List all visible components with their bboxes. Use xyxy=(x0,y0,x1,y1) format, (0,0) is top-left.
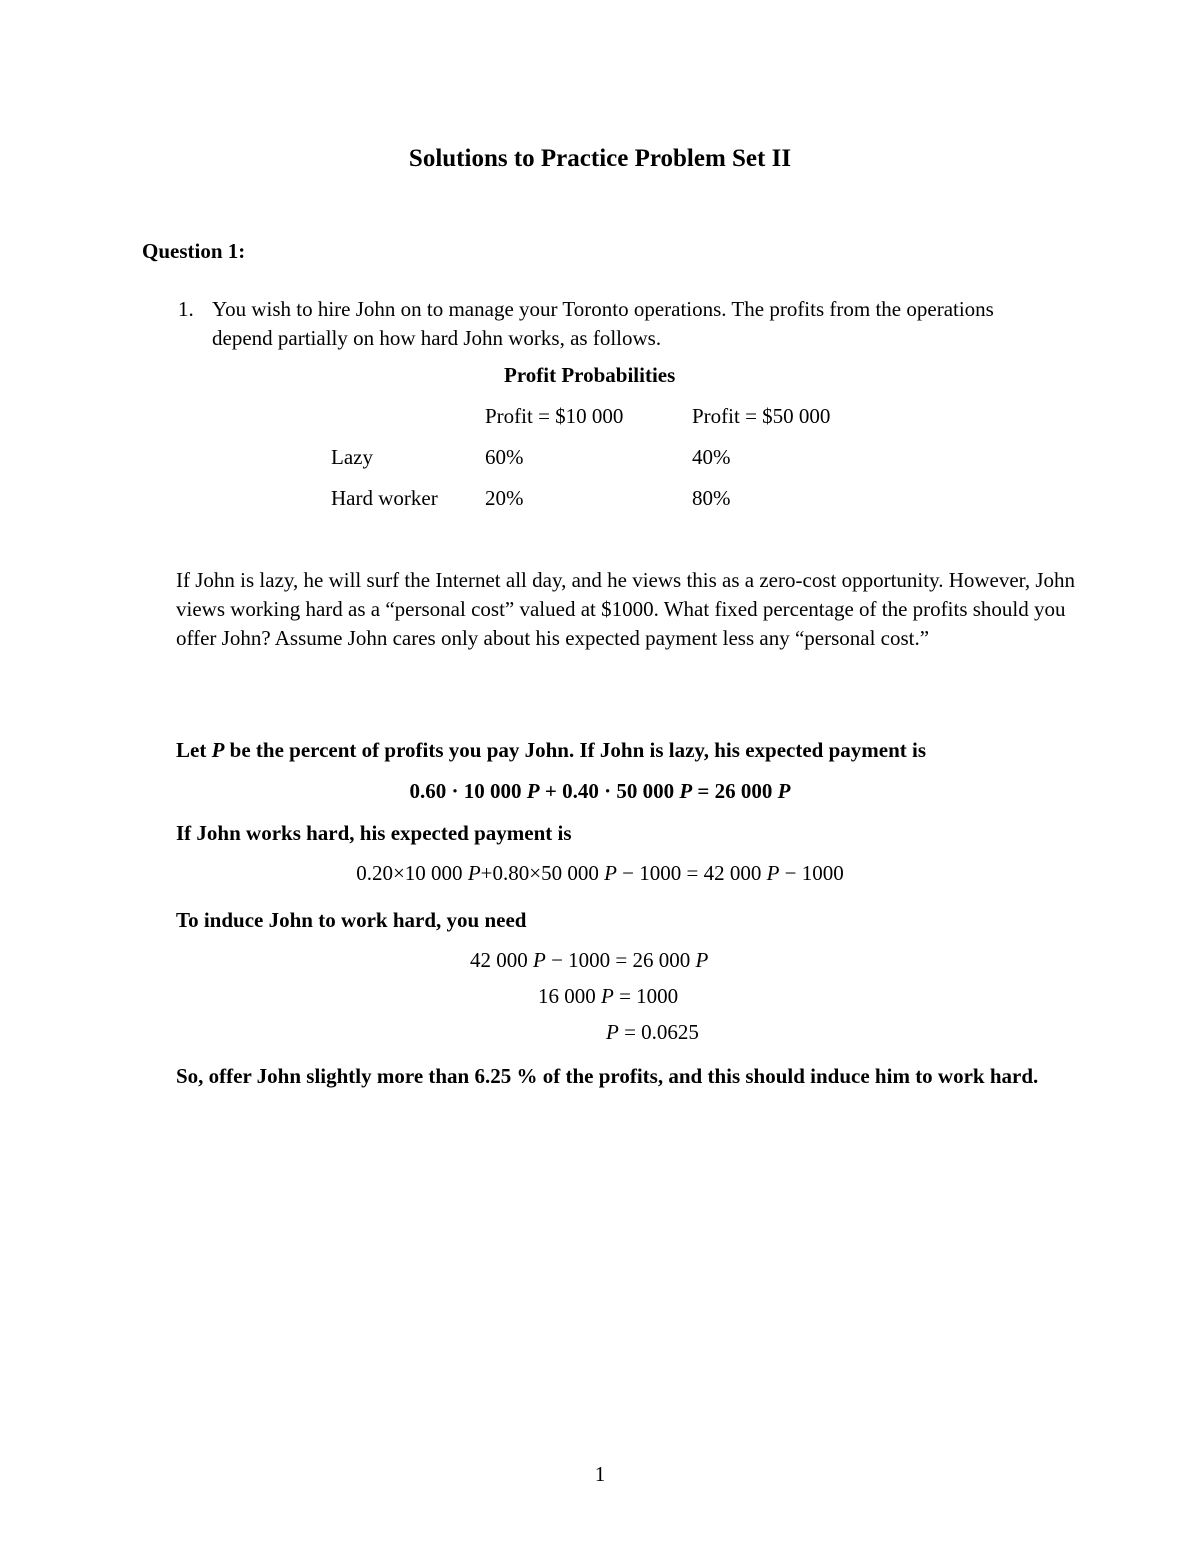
equation-step-1: 42 000 P − 1000 = 26 000 P xyxy=(470,948,709,972)
induce-intro: To induce John to work hard, you need xyxy=(176,908,527,932)
equation-hard: 0.20×10 000 P+0.80×50 000 P − 1000 = 42 000 P − 1000 xyxy=(356,861,844,885)
table-header-profit-low: Profit = $10 000 xyxy=(485,404,624,428)
table-cell: 80% xyxy=(692,486,731,510)
equation-step-3: P = 0.0625 xyxy=(606,1020,699,1044)
page-number: 1 xyxy=(594,1462,606,1486)
page-title: Solutions to Practice Problem Set II xyxy=(408,145,792,172)
table-cell: 20% xyxy=(485,486,524,510)
question-heading: Question 1: xyxy=(142,239,246,263)
problem-paragraph: If John is lazy, he will surf the Internet all day, and he views this as a zero-cost opportunity. However, John views working hard as a “personal cost” valued at $1000. What fixed percentage of the profits should you offer John? Assume John cares only about his expected payment less any “personal cost.” xyxy=(176,568,1076,650)
solution-intro: Let P be the percent of profits you pay John. If John is lazy, his expected payment is xyxy=(176,738,926,762)
equation-lazy: 0.60 · 10 000 P + 0.40 · 50 000 P = 26 000 P xyxy=(409,779,791,803)
table-cell: 40% xyxy=(692,445,731,469)
table-row-label: Hard worker xyxy=(331,486,438,510)
table-row-label: Lazy xyxy=(331,445,373,469)
conclusion: So, offer John slightly more than 6.25 % of the profits, and this should induce him to work hard. xyxy=(176,1064,1039,1088)
hard-work-intro: If John works hard, his expected payment is xyxy=(176,821,572,845)
table-header-profit-high: Profit = $50 000 xyxy=(692,404,831,428)
table-title: Profit Probabilities xyxy=(504,363,676,387)
list-item-text: You wish to hire John on to manage your Toronto operations. The profits from the operations depend partially on how hard John works, as follows. xyxy=(212,297,994,350)
table-cell: 60% xyxy=(485,445,524,469)
list-item-number: 1. xyxy=(178,297,194,321)
equation-step-2: 16 000 P = 1000 xyxy=(538,984,679,1008)
